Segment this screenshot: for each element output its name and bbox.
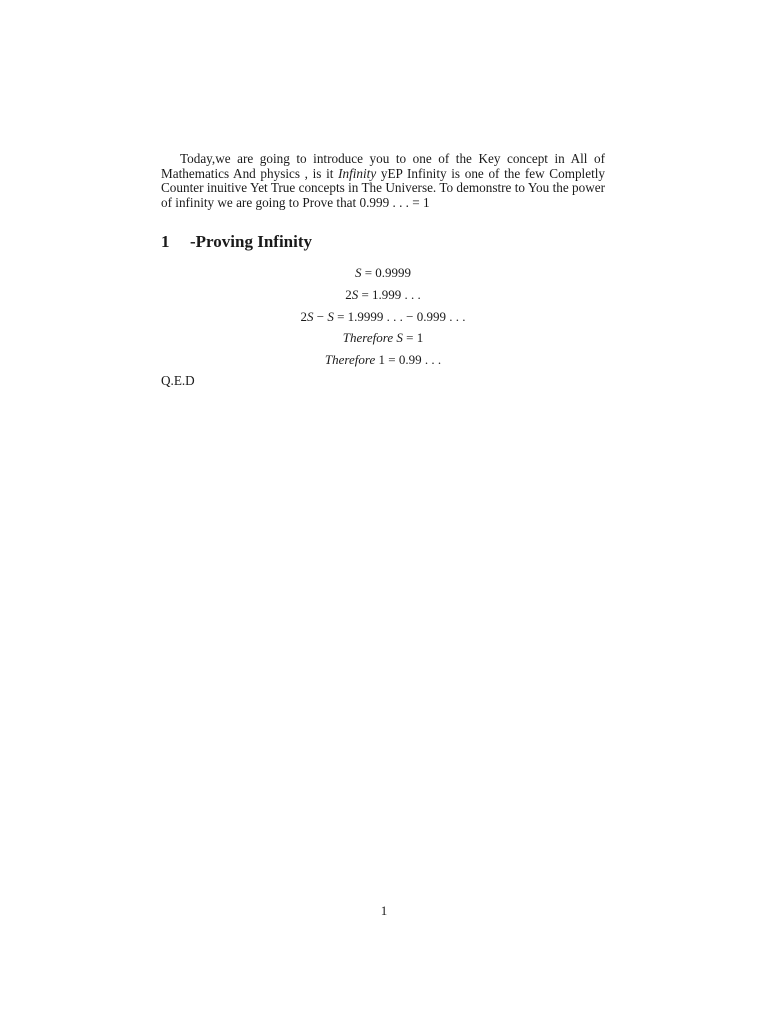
section-heading <box>161 232 312 252</box>
equation-line: S = 0.9999 <box>354 265 412 280</box>
intro-paragraph <box>161 152 605 210</box>
section-title: -Proving Infinity <box>190 232 313 251</box>
section-number: 1 <box>161 232 170 251</box>
infinity-emphasis: Infinity <box>338 165 377 181</box>
equation-block <box>161 262 605 371</box>
page-number: 1 <box>380 903 388 918</box>
equation-line: Therefore 1 = 0.99 . . . <box>324 352 442 368</box>
equation-line: 2S = 1.999 . . . <box>345 286 421 302</box>
qed-text: Q.E.D <box>161 373 195 388</box>
equation-line: Therefore S = 1 <box>342 330 424 346</box>
equation-line: 2S − S = 1.9999 . . . − 0.999 . . . <box>300 308 466 324</box>
intro-text-part2: yEP Infinity is one of the few Completly Counter inuitive Yet True concepts in The Universe. To demonstre to You the power of infinity we are going to Prove that 0.999 . . . = 1 <box>161 165 605 210</box>
intro-text-part1: Today,we are going to introduce you to one of the Key concept in All of Mathematics And physics , is it <box>161 151 605 181</box>
